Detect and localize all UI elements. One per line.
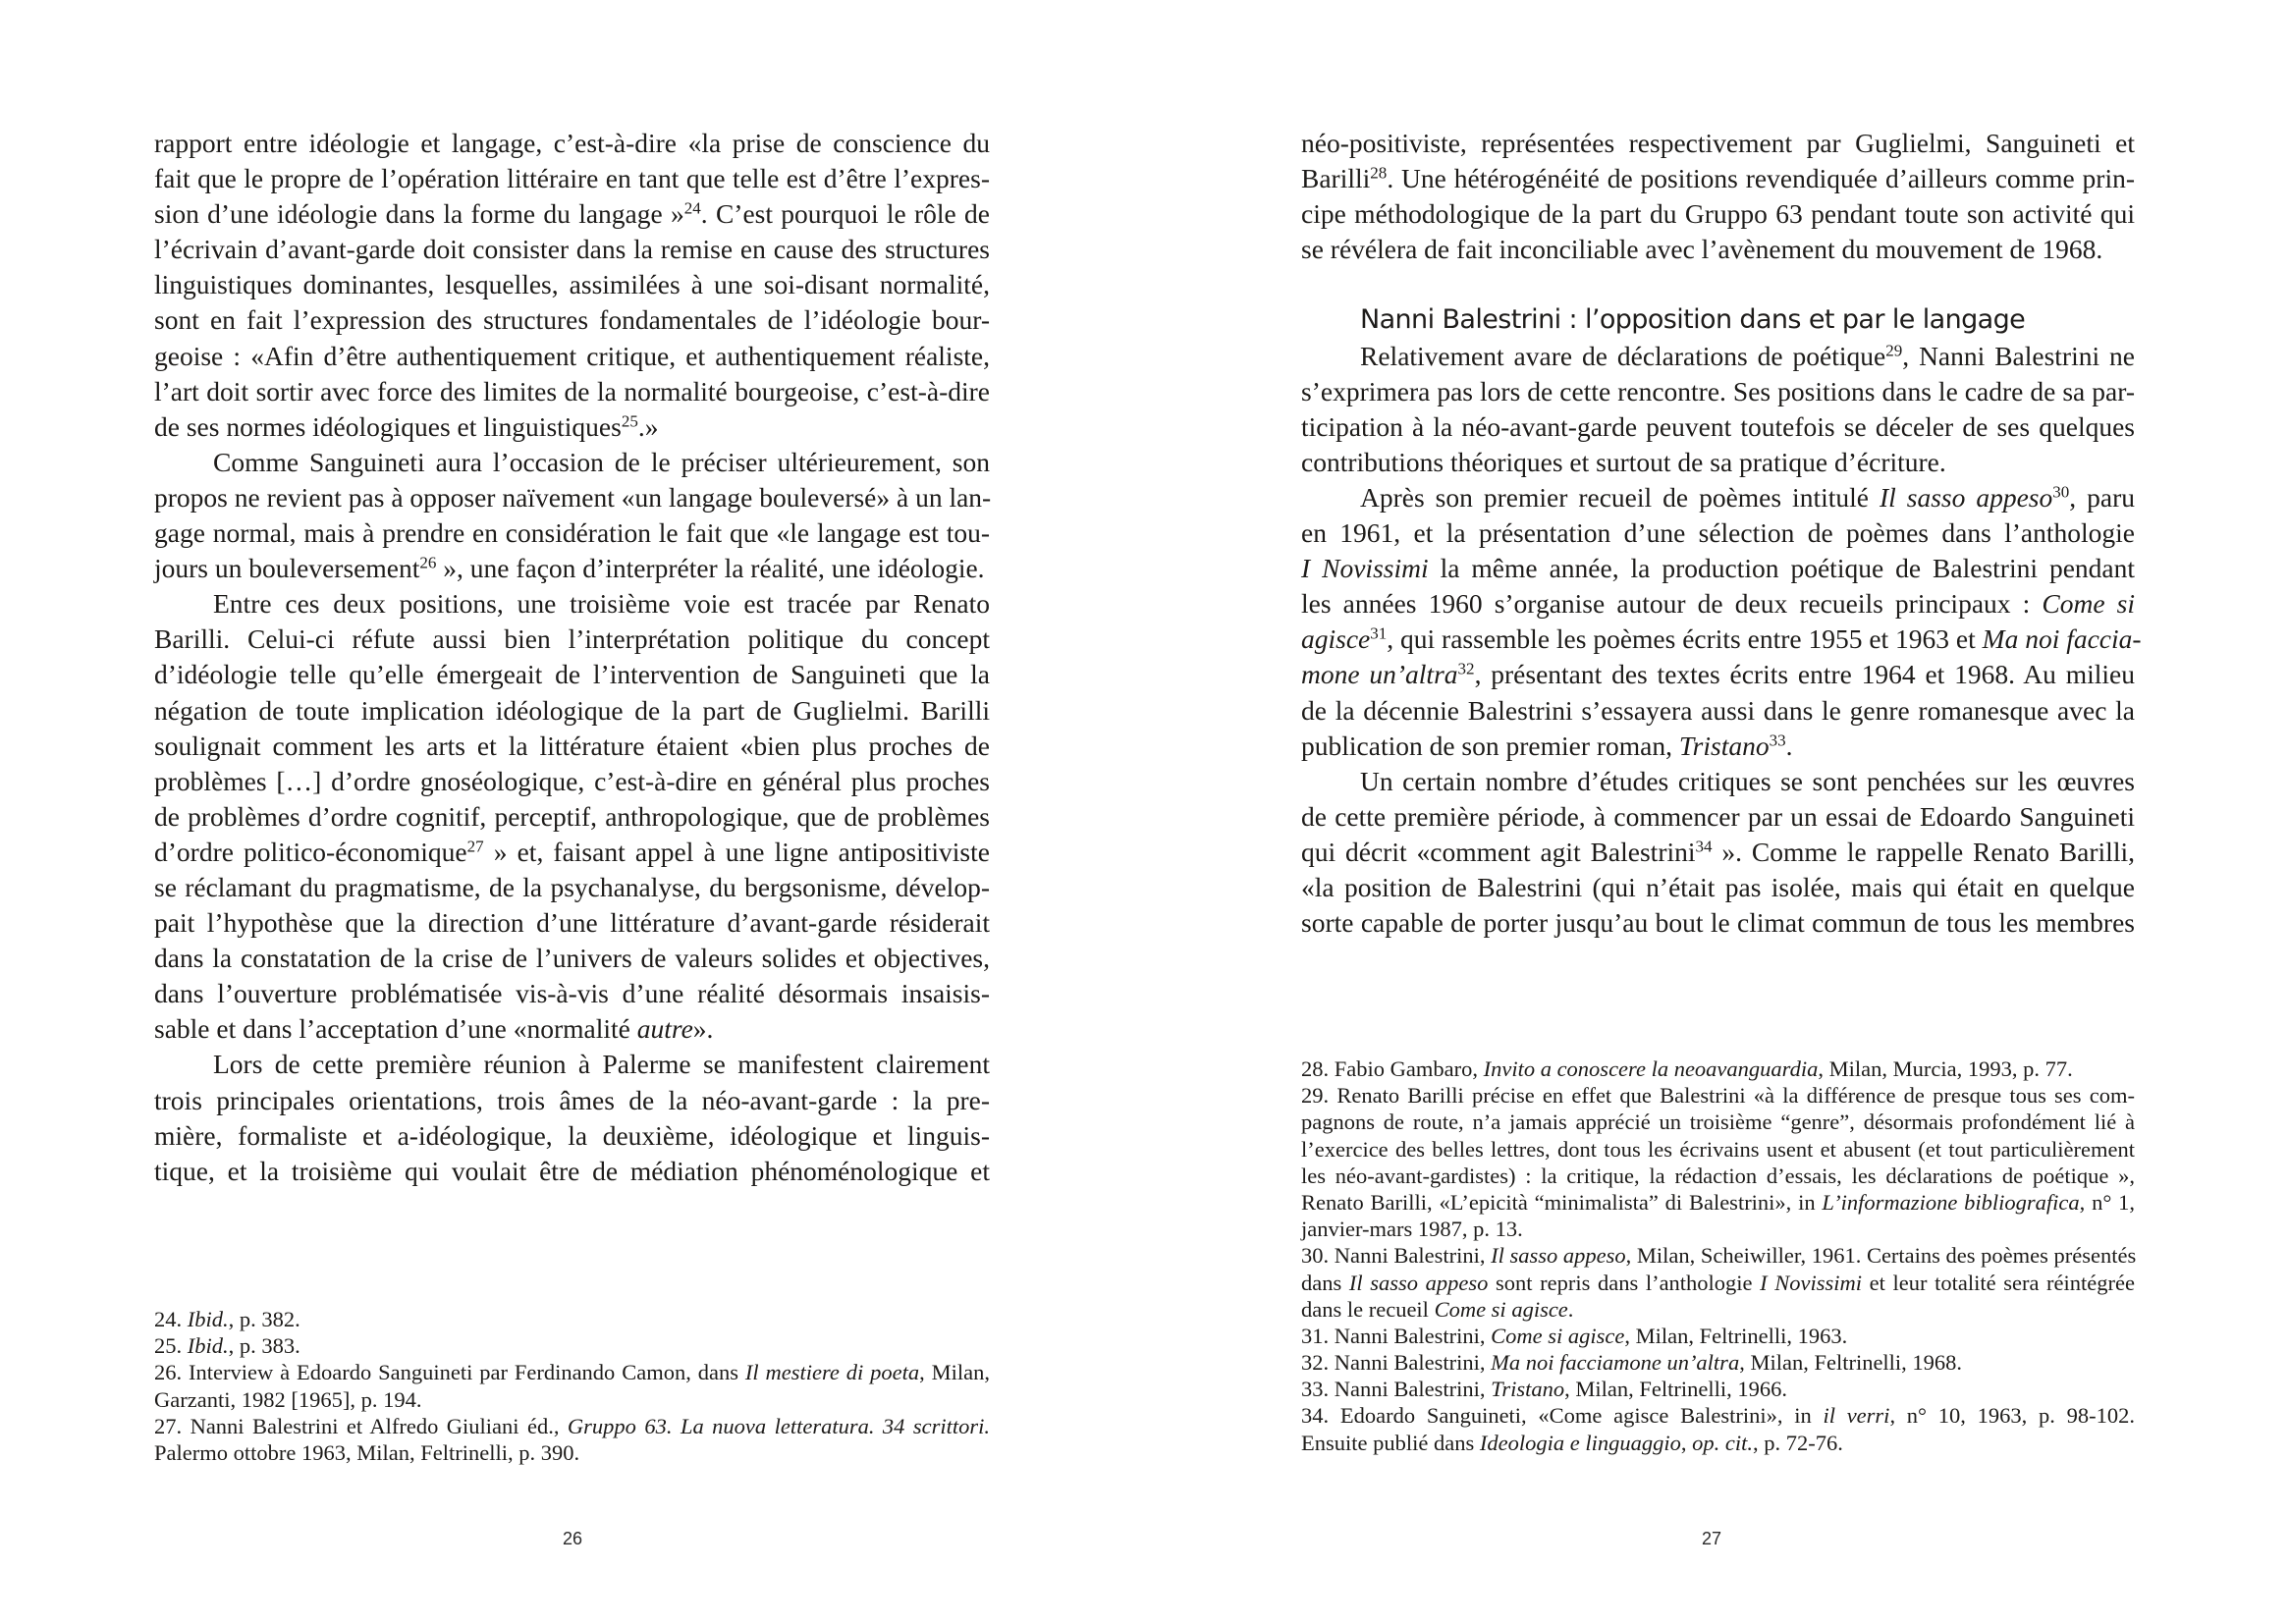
text-segment: tique, et la troisième qui voulait être de médiation phénoménologique et (154, 1155, 990, 1186)
footnote-line (154, 1439, 990, 1466)
text-line (154, 729, 990, 764)
text-line (1301, 835, 2135, 870)
italic-text: autre (636, 1013, 693, 1045)
footnote-line (1301, 1109, 2135, 1135)
text-segment: 32. Nanni Balestrini, (1301, 1350, 1492, 1376)
text-line (154, 586, 990, 622)
italic-text: Il mestiere di poeta (744, 1360, 920, 1385)
text-segment: ». Comme le rappelle Renato Barilli, (1712, 836, 2135, 867)
text-segment: négation de toute implication idéologique de la part de Guglielmi. Barilli (154, 694, 990, 726)
footnote-ref: 31 (1370, 623, 1388, 643)
text-segment: Lors de cette première réunion à Palerme se manifestent clairement (213, 1049, 990, 1080)
text-line (154, 799, 990, 835)
text-segment: linguistiques dominantes, lesquelles, assimilées à une soi-disant normalité, (154, 269, 990, 300)
text-segment: Un certain nombre d’études critiques se sont penchées sur les œuvres (1360, 765, 2135, 796)
italic-text: Il sasso appeso (1348, 1270, 1489, 1295)
text-segment: sable et dans l’acceptation d’une «normalité (154, 1013, 637, 1045)
right-footnotes (1301, 1056, 2135, 1456)
text-segment: se réclamant du pragmatisme, de la psychanalyse, du bergsonisme, dévelop- (154, 871, 990, 902)
text-segment: . Une hétérogénéité de positions revendiquée d’ailleurs comme prin- (1387, 163, 2135, 194)
footnote-line (1301, 1189, 2135, 1216)
text-line (1301, 161, 2135, 196)
page-number-left: 26 (562, 1529, 583, 1548)
text-segment: qui décrit «comment agit Balestrini (1301, 836, 1696, 867)
text-line (154, 622, 990, 657)
text-segment: , (1680, 1430, 1693, 1455)
text-segment: sorte capable de porter jusqu’au bout le climat commun de tous les membres (1301, 907, 2135, 939)
text-segment: . (1567, 1296, 1574, 1322)
text-segment: 31. Nanni Balestrini, (1301, 1323, 1492, 1348)
footnote-ref: 27 (466, 837, 484, 856)
italic-text: Ibid. (187, 1307, 229, 1331)
text-line (1301, 870, 2135, 905)
text-segment: mière, formaliste et a-idéologique, la deuxième, idéologique et linguis- (154, 1119, 990, 1151)
text-segment: contributions théoriques et surtout de sa pratique d’écriture. (1301, 446, 1946, 477)
text-segment: ». (692, 1013, 714, 1045)
text-segment: .» (637, 410, 659, 442)
text-line (154, 835, 990, 870)
text-segment: Renato Barilli, «L’epicità “minimalista” di Balestrini», in (1301, 1189, 1823, 1215)
text-line (154, 480, 990, 515)
text-segment: Palermo ottobre 1963, Milan, Feltrinelli, p. 390. (154, 1439, 580, 1465)
italic-text: Ma noi facciamone un’altra (1491, 1350, 1740, 1376)
text-segment: 34. Edoardo Sanguineti, «Come agisce Balestrini», in (1301, 1403, 1824, 1429)
italic-text: Il sasso appeso (1491, 1243, 1626, 1269)
text-segment: s’exprimera pas lors de cette rencontre. Ses positions dans le cadre de sa par- (1301, 375, 2135, 406)
text-segment: et leur totalité sera réintégrée (1862, 1270, 2135, 1295)
footnote-line (1301, 1376, 2135, 1402)
italic-text: op. cit. (1692, 1430, 1753, 1455)
footnote-line (1301, 1082, 2135, 1109)
text-line (154, 161, 990, 196)
text-line (154, 409, 990, 445)
text-segment: , p. 382. (228, 1307, 300, 1331)
left-body-text (154, 126, 990, 1189)
text-line (1301, 693, 2135, 729)
text-line (154, 764, 990, 799)
text-line (154, 1083, 990, 1118)
text-segment: , Milan, Feltrinelli, 1968. (1739, 1350, 1963, 1376)
text-segment: sont repris dans l’anthologie (1488, 1270, 1761, 1295)
footnote-line (1301, 1163, 2135, 1189)
text-segment: , Milan, (919, 1360, 991, 1385)
italic-text: mone un’altra (1301, 659, 1458, 690)
text-segment: » et, faisant appel à une ligne antipositiviste (483, 836, 990, 867)
text-line (1301, 445, 2135, 480)
footnote-line (154, 1413, 990, 1439)
text-segment: , n° 1, (2079, 1189, 2136, 1215)
text-line (1301, 126, 2135, 161)
text-segment: 25. (154, 1333, 188, 1359)
italic-text: Invito a conoscere la neoavanguardia (1483, 1056, 1819, 1081)
text-line (1301, 232, 2135, 267)
text-segment: , n° 10, 1963, p. 98-102. (1889, 1403, 2135, 1429)
text-segment: problèmes […] d’ordre gnoséologique, c’est-à-dire en général plus proches (154, 765, 990, 796)
text-segment: dans l’ouverture problématisée vis-à-vis d’une réalité désormais insaisis- (154, 978, 990, 1009)
text-segment: publication de son premier roman, (1301, 730, 1679, 761)
text-segment: les néo-avant-gardistes) : la critique, la rédaction d’essais, les déclarations de poétique », (1301, 1163, 2135, 1188)
footnote-line (1301, 1430, 2135, 1456)
italic-text: Ibid. (187, 1333, 229, 1359)
text-line (154, 976, 990, 1011)
footnote-line (1301, 1242, 2135, 1269)
text-line (1301, 339, 2135, 374)
text-segment: Comme Sanguineti aura l’occasion de le préciser ultérieurement, son (213, 446, 990, 477)
text-line (154, 693, 990, 729)
text-segment: de cette première période, à commencer par un essai de Edoardo Sanguineti (1301, 800, 2135, 832)
italic-text: Ma noi faccia- (1982, 623, 2142, 655)
text-segment: Ensuite publié dans (1301, 1430, 1480, 1455)
text-segment: Entre ces deux positions, une troisième voie est tracée par Renato (213, 588, 990, 620)
footnote-ref: 26 (419, 553, 437, 572)
text-segment: Après son premier recueil de poèmes intitulé (1360, 481, 1880, 513)
text-segment: d’idéologie telle qu’elle émergeait de l’intervention de Sanguineti que la (154, 659, 990, 690)
footnote-ref: 34 (1695, 837, 1713, 856)
footnote-ref: 24 (683, 198, 701, 218)
text-line (154, 1118, 990, 1154)
text-segment: , Milan, Murcia, 1993, p. 77. (1818, 1056, 2073, 1081)
text-segment: . C’est pourquoi le rôle de (700, 198, 991, 230)
text-segment: 24. (154, 1307, 188, 1331)
text-segment: janvier-mars 1987, p. 13. (1301, 1217, 1523, 1242)
italic-text: Gruppo 63. La nuova letteratura. 34 scrittori. (567, 1413, 990, 1438)
text-segment: l’écrivain d’avant-garde doit consister dans la remise en cause des structures (154, 234, 990, 265)
footnote-line (1301, 1216, 2135, 1242)
footnote-line (154, 1306, 990, 1332)
text-segment: l’exercice des belles lettres, dont tous les écrivains usent et abusent (et tout particulièrement (1301, 1136, 2135, 1162)
right-body-after-heading (1301, 339, 2142, 942)
footnote-ref: 30 (2052, 482, 2070, 502)
text-line (154, 196, 990, 232)
text-segment: «la position de Balestrini (qui n’était pas isolée, mais qui était en quelque (1301, 871, 2135, 902)
italic-text: L’informazione bibliografica (1822, 1189, 2080, 1215)
blank-line (1301, 267, 2135, 302)
italic-text: Tristano (1678, 730, 1770, 761)
text-segment: , Milan, Feltrinelli, 1963. (1624, 1323, 1848, 1348)
text-segment: pait l’hypothèse que la direction d’une littérature d’avant-garde résiderait (154, 907, 990, 939)
page-number-right: 27 (1701, 1529, 1722, 1548)
text-segment: de problèmes d’ordre cognitif, perceptif, anthropologique, que de problèmes (154, 800, 990, 832)
text-line (154, 551, 990, 586)
text-line (154, 267, 990, 302)
text-line (154, 126, 990, 161)
text-segment: , Milan, Scheiwiller, 1961. Certains des poèmes présentés (1625, 1243, 2137, 1269)
text-line (1301, 799, 2135, 835)
footnote-line (1301, 1349, 2135, 1376)
text-segment: rapport entre idéologie et langage, c’est-à-dire «la prise de conscience du (154, 128, 990, 158)
footnote-line (154, 1332, 990, 1359)
footnote-line (154, 1386, 990, 1413)
italic-text: agisce (1301, 623, 1371, 655)
text-segment: geoise : «Afin d’être authentiquement critique, et authentiquement réaliste, (154, 340, 990, 371)
footnote-ref: 29 (1885, 341, 1903, 360)
text-line (154, 870, 990, 905)
footnote-ref: 28 (1370, 163, 1388, 183)
footnote-ref: 33 (1769, 731, 1786, 750)
text-segment: sont en fait l’expression des structures fondamentales de l’idéologie bour- (154, 304, 990, 336)
italic-text: Come si agisce (1434, 1296, 1568, 1322)
text-line (1301, 729, 2135, 764)
text-segment: d’ordre politico-économique (154, 836, 467, 867)
text-segment: propos ne revient pas à opposer naïvement «un langage bouleversé» à un lan- (154, 481, 992, 513)
section-heading: Nanni Balestrini : l’opposition dans et par le langage (1360, 304, 2026, 336)
text-segment: , qui rassemble les poèmes écrits entre 1955 et 1963 et (1387, 623, 1983, 655)
italic-text: Come si agisce (1491, 1323, 1625, 1348)
text-line (154, 905, 990, 941)
left-footnotes (154, 1306, 990, 1466)
text-segment: 28. Fabio Gambaro, (1301, 1056, 1484, 1081)
text-line (154, 515, 990, 551)
text-segment: dans le recueil (1301, 1296, 1435, 1322)
footnote-line (1301, 1323, 2135, 1349)
text-segment: pagnons de route, n’a jamais apprécié un troisième “genre”, désormais profondément lié à (1301, 1110, 2135, 1135)
text-segment: . (1785, 730, 1793, 761)
text-segment: 27. Nanni Balestrini et Alfredo Giuliani éd., (154, 1413, 568, 1438)
right-page (1145, 0, 2289, 1624)
text-line (1301, 409, 2135, 445)
text-segment: », une façon d’interpréter la réalité, une idéologie. (436, 553, 985, 584)
text-segment: soulignait comment les arts et la littérature étaient «bien plus proches de (154, 730, 990, 761)
text-segment: Relativement avare de déclarations de poétique (1360, 340, 1886, 371)
text-segment: Barilli. Celui-ci réfute aussi bien l’interprétation politique du concept (154, 623, 990, 655)
text-line (154, 941, 990, 976)
text-segment: jours un bouleversement (154, 553, 420, 584)
left-page (0, 0, 1144, 1624)
footnote-line (1301, 1270, 2135, 1296)
text-segment: l’art doit sortir avec force des limites de la normalité bourgeoise, c’est-à-dire (154, 375, 990, 406)
text-line (1301, 196, 2135, 232)
text-segment: les années 1960 s’organise autour de deux recueils principaux : (1301, 588, 2043, 620)
text-line (154, 657, 990, 692)
italic-text: Come si (2042, 588, 2135, 620)
text-line (154, 1011, 990, 1047)
right-body-before-heading (1301, 126, 2135, 267)
footnote-line (1301, 1056, 2135, 1082)
text-line (1301, 480, 2135, 515)
text-segment: sion d’une idéologie dans la forme du langage » (154, 198, 684, 230)
text-segment: de la décennie Balestrini s’essayera aussi dans le genre romanesque avec la (1301, 694, 2135, 726)
text-segment: trois principales orientations, trois âmes de la néo-avant-garde : la pre- (154, 1084, 990, 1115)
text-line (1301, 586, 2135, 622)
text-segment: , p. 383. (228, 1333, 300, 1359)
text-segment: néo-positiviste, représentées respectivement par Guglielmi, Sanguineti et (1301, 128, 2135, 158)
footnote-line (154, 1359, 990, 1385)
text-segment: gage normal, mais à prendre en considération le fait que «le langage est tou- (154, 517, 990, 549)
text-line (1301, 764, 2135, 799)
text-segment: fait que le propre de l’opération littéraire en tant que telle est d’être l’expres- (154, 163, 990, 194)
text-segment: en 1961, et la présentation d’une sélection de poèmes dans l’anthologie (1301, 517, 2135, 549)
text-segment: , présentant des textes écrits entre 1964 et 1968. Au milieu (1474, 659, 2135, 690)
text-segment: 29. Renato Barilli précise en effet que Balestrini «à la différence de presque tous ses com- (1301, 1083, 2135, 1109)
text-segment: Barilli (1301, 163, 1371, 194)
text-line (154, 302, 990, 338)
italic-text: Tristano (1491, 1377, 1565, 1402)
text-segment: , paru (2069, 481, 2135, 513)
text-line (1301, 515, 2135, 551)
text-segment: 30. Nanni Balestrini, (1301, 1243, 1492, 1269)
footnote-line (1301, 1136, 2135, 1163)
italic-text: Ideologia e linguaggio (1479, 1430, 1681, 1455)
right-body-text (1301, 126, 2142, 941)
text-segment: Garzanti, 1982 [1965], p. 194. (154, 1386, 422, 1412)
text-line (1301, 622, 2142, 657)
text-line (1301, 905, 2135, 941)
text-segment: dans la constatation de la crise de l’univers de valeurs solides et objectives, (154, 943, 990, 974)
text-line (154, 339, 990, 374)
footnote-line (1301, 1296, 2135, 1323)
text-line (154, 374, 990, 409)
italic-text: I Novissimi (1301, 553, 1429, 584)
text-line (154, 1154, 990, 1189)
text-segment: , Nanni Balestrini ne (1902, 340, 2135, 371)
text-line (154, 1047, 990, 1082)
footnote-ref: 32 (1457, 660, 1475, 679)
text-segment: la même année, la production poétique de Balestrini pendant (1428, 553, 2136, 584)
italic-text: I Novissimi (1760, 1270, 1863, 1295)
text-segment: cipe méthodologique de la part du Gruppo 63 pendant toute son activité qui (1301, 198, 2135, 230)
italic-text: il verri (1823, 1403, 1890, 1429)
text-segment: 33. Nanni Balestrini, (1301, 1377, 1492, 1402)
text-segment: ticipation à la néo-avant-garde peuvent toutefois se déceler de ses quelques (1301, 410, 2135, 442)
text-line (1301, 657, 2135, 692)
text-line (154, 445, 990, 480)
text-segment: de ses normes idéologiques et linguistiques (154, 410, 622, 442)
text-line (154, 232, 990, 267)
text-line (1301, 374, 2135, 409)
italic-text: Il sasso appeso (1879, 481, 2053, 513)
text-segment: dans (1301, 1270, 1349, 1295)
text-segment: , Milan, Feltrinelli, 1966. (1564, 1377, 1788, 1402)
text-segment: se révélera de fait inconciliable avec l’avènement du mouvement de 1968. (1301, 234, 2103, 265)
text-segment: 26. Interview à Edoardo Sanguineti par Ferdinando Camon, dans (154, 1360, 745, 1385)
footnote-line (1301, 1402, 2135, 1429)
text-segment: , p. 72-76. (1752, 1430, 1843, 1455)
text-line (1301, 551, 2135, 586)
footnote-ref: 25 (621, 411, 638, 431)
